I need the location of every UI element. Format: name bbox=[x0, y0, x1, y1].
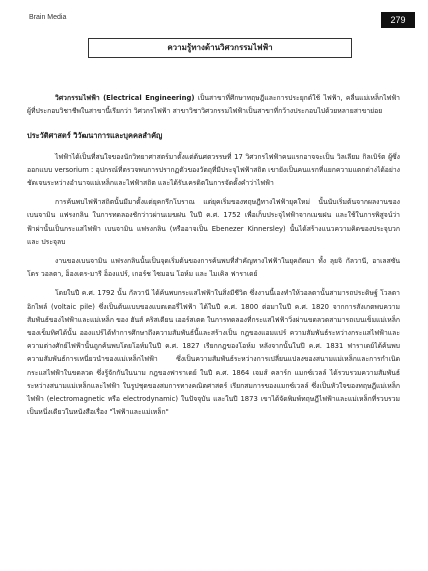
section-heading: ประวัติศาสตร์ วิวัฒนาการและบุคคลสำคัญ bbox=[27, 131, 163, 141]
body-paragraph-1: ไฟฟ้าได้เป็นที่สนใจของนักวิทยาศาสตร์มาตั้งแต่ต้นศตวรรษที่ 17 วิศวกรไฟฟ้าคนแรกอาจจะเป็น วิลเลียม กิลเบิร์ต ผู้ซึ่งออกแบบ versorium : อุปกรณ์ที่ตรวจพบการปรากฏตัวของวัตถุที่มีประจุไฟฟ้าสถิต เขายังเป็นคนแรกที่แยกความแตกต่างได้อย่างชัดเจนระหว่างอำนาจแม่เหล็กและไฟฟ้าสถิต และได้รับเครดิตในการจัดตั้งคำว่าไฟฟ้า bbox=[27, 152, 400, 188]
topic-title: ความรู้ทางด้านวิศวกรรมไฟฟ้า bbox=[88, 38, 352, 58]
body-paragraph-3: งานของเบนจามิน แฟรงกลินนั้นเป็นจุดเริ่มต้นของการค้นพบที่สำคัญทางไฟฟ้าในยุคถัดมา ทั้ง ลุยจิ กัลวานี, อาเลสซันโดร วอลตา, อ็องเดร-มารี อ็องแปร์, เกอร์ช ไซมอน โอห์ม และ ไมเคิล ฟาราเดย์ bbox=[27, 257, 400, 279]
brand-name: Brain Media bbox=[29, 14, 67, 21]
body-paragraph-4: โดยในปี ค.ศ. 1792 นั้น กัลวานี ได้ค้นพบกระแสไฟฟ้าในสิ่งมีชีวิต ซึ่งงานนี้เองทำให้วอลตานั้นสามารถประดิษฐ์ โวลตาอิกไพล์ (voltaic pile) ซึ่งเป็นต้นแบบของแบตเตอรี่ไฟฟ้า ได้ในปี ค.ศ. 1800 ต่อมาในปี ค.ศ. 1820 จากการสังเกตพบความสัมพันธ์ของไฟฟ้าและแม่เหล็ก ของ ฮันส์ คริสเตียน เออร์สเตด ในการทดลองที่กระแสไฟฟ้าวิ่งผ่านขดลวดสามารถเบนเข็มแม่เหล็กของเข็มทิศได้นั้น อองแปร์ได้ทำการศึกษาถึงความสัมพันธ์นี้และสร้างเป็น กฎของแอมแปร์ ความสัมพันธ์ระหว่างกระแสไฟฟ้าและความต่างศักย์ไฟฟ้านั้นถูกค้นพบโดยโอห์มในปี ค.ศ. 1827 เรียกกฎของโอห์ม หลังจากนั้นในปี ค.ศ. 1831 ฟาราเดย์ได้ค้นพบความสัมพันธ์การเหนี่ยวนำของแม่เหล็กไฟฟ้า ซึ่งเป็นความสัมพันธ์ระหว่างการเปลี่ยนแปลงของสนามแม่เหล็กและการกำเนิดกระแสไฟฟ้าในขดลวด ซึ่งรู้จักกันในนาม กฎของฟาราเดย์ ในปี ค.ศ. 1864 เจมส์ คลาร์ก แมกซ์เวลล์ ได้รวบรวมความสัมพันธ์ระหว่างสนามแม่เหล็กและไฟฟ้า ในรูปชุดของสมการทางคณิตศาสตร์ เรียกสมการของแมกซ์เวลล์ ซึ่งเป็นหัวใจของทฤษฎีแม่เหล็กไฟฟ้า (electromagnetic หรือ electrodynamic) ในปัจจุบัน และในปี 1873 เขาได้จัดพิมพ์ทฤษฎีไฟฟ้าและแม่เหล็กที่รวบรวมเป็นหนึ่งเดียวในหนังสือเรื่อง "ไฟฟ้าและแม่เหล็ก" bbox=[27, 289, 400, 417]
document-body bbox=[27, 92, 400, 425]
body-paragraph-2: การค้นพบไฟฟ้าสถิตนั้นมีมาตั้งแต่ยุคกรีกโบราณ แต่ยุคเริ่มของทฤษฎีทางไฟฟ้ายุคใหม่ นั้นนับเริ่มต้นจากผลงานของ เบนจามิน แฟรงกลิน ในการทดลองชักว่าวผ่านเมฆฝน ในปี ค.ศ. 1752 เพื่อเก็บประจุไฟฟ้าจากเมฆฝน และใช้ในการพิสูจน์ว่าฟ้าผ่านั้นเป็นกระแสไฟฟ้า เบนจามิน แฟรงกลิน (หรืออาจเป็น Ebenezer Kinnersley) นั้นได้สร้างแนวความคิดของประจุบวก และ ประจุลบ bbox=[27, 198, 400, 246]
page-header bbox=[0, 10, 428, 30]
term-english: (Electrical Engineering) bbox=[103, 94, 195, 102]
intro-paragraph bbox=[27, 92, 400, 118]
intro-text: เป็นสาขาที่ศึกษาทฤษฎีและการประยุกต์ใช้ ไฟฟ้า, คลื่นแม่เหล็กไฟฟ้า ผู้ที่ประกอบวิชาชีพในสาขานี้เรียกว่า วิศวกรไฟฟ้า สาขาวิชาวิศวกรรมไฟฟ้าเป็นสาขาที่กว้างประกอบไปด้วยหลายสาขาย่อย bbox=[27, 94, 400, 116]
page-number: 279 bbox=[381, 12, 415, 28]
term-thai: วิศวกรรมไฟฟ้า bbox=[55, 94, 100, 102]
